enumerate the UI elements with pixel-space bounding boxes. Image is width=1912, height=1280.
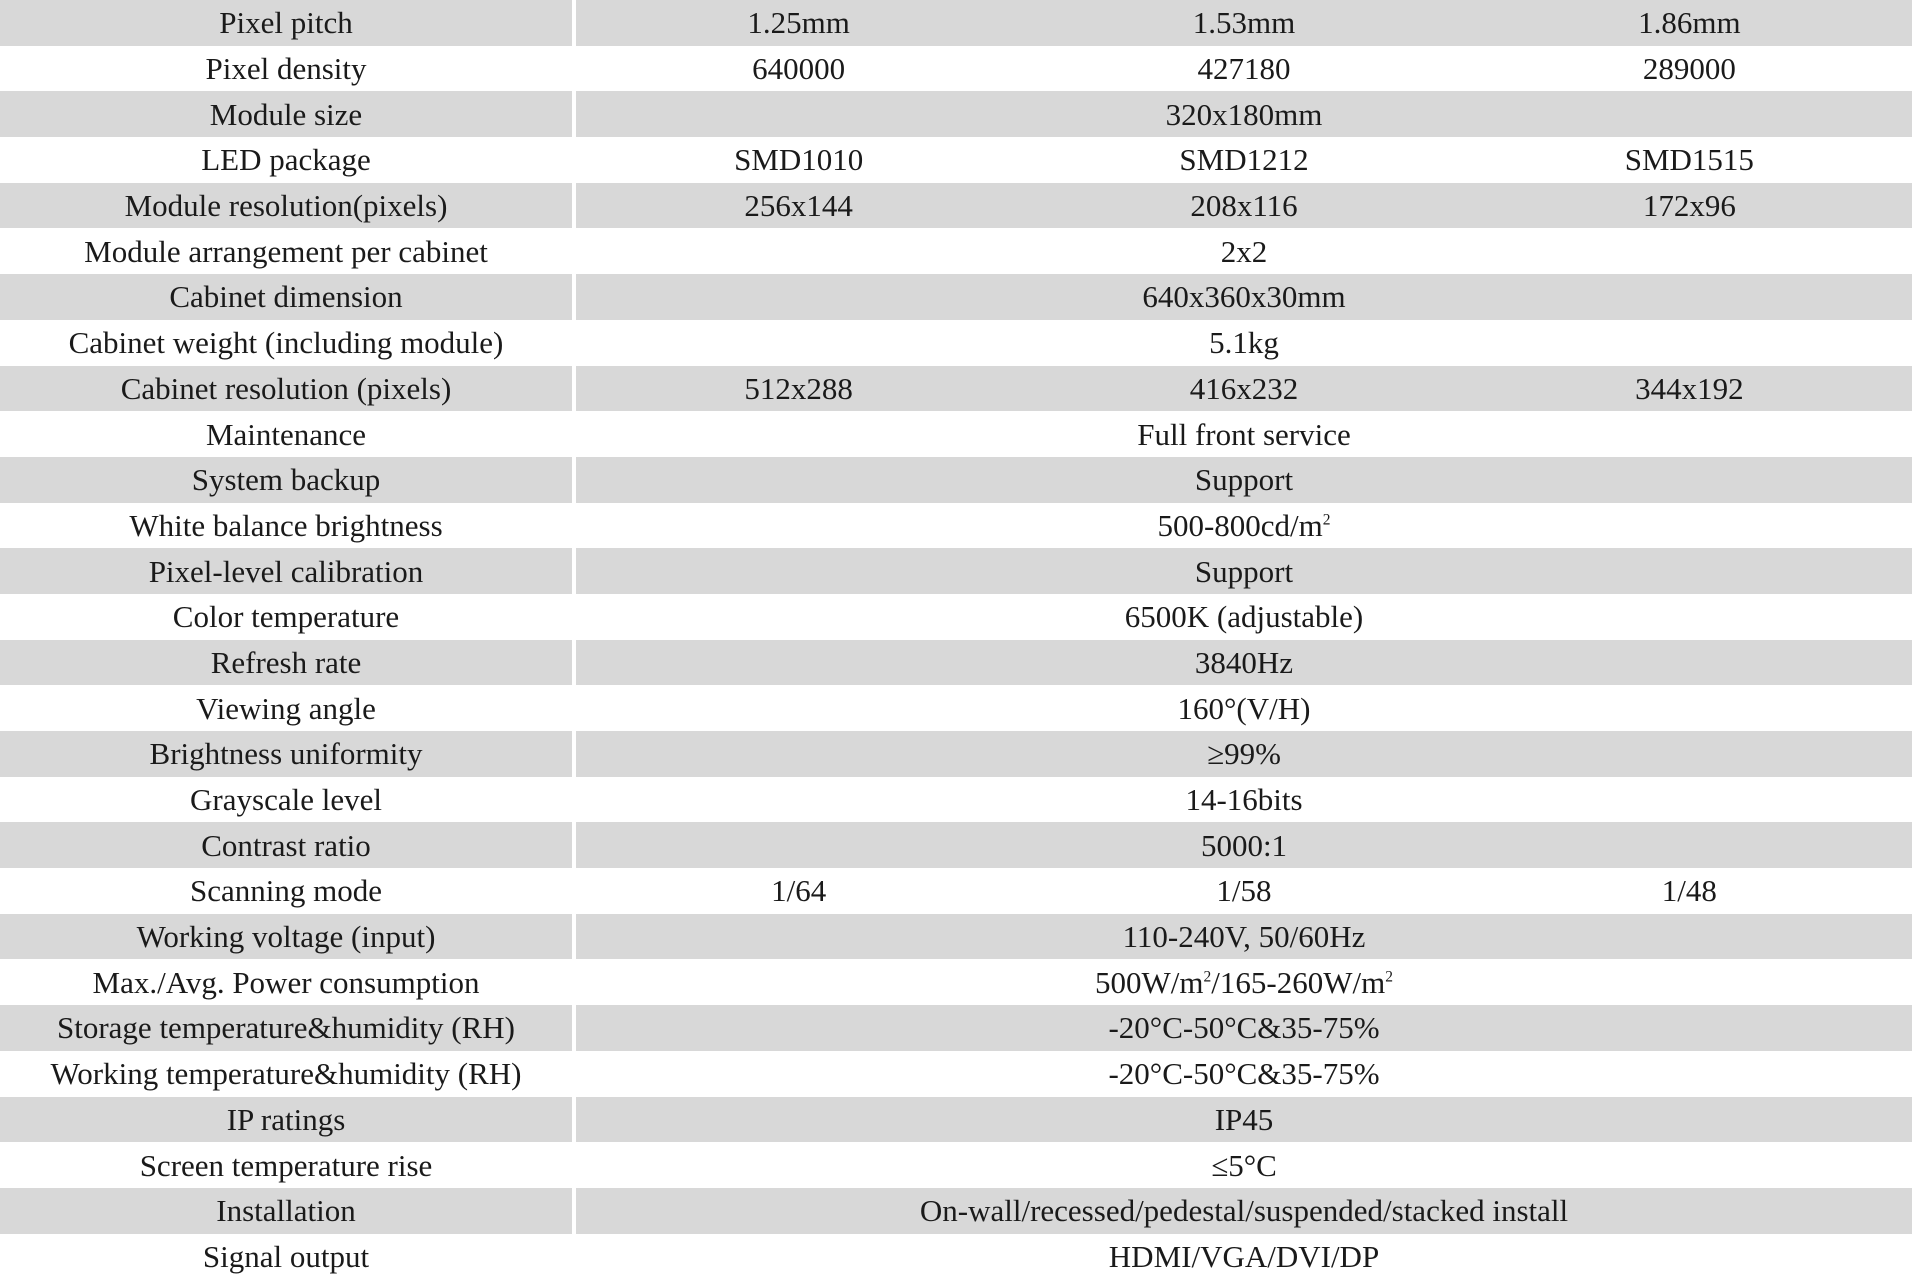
- row-value-2: 1/58: [1216, 873, 1272, 909]
- row-value-3: 344x192: [1467, 366, 1912, 412]
- row-value: 110-240V, 50/60Hz: [576, 914, 1912, 960]
- row-label: Module arrangement per cabinet: [0, 228, 576, 274]
- row-label: Module resolution(pixels): [0, 183, 576, 229]
- row-label: IP ratings: [0, 1097, 576, 1143]
- row-value-3: 1.86mm: [1467, 0, 1912, 46]
- row-label: Grayscale level: [0, 777, 576, 823]
- table-row: [0, 320, 1912, 366]
- row-value: Full front service: [1137, 416, 1351, 452]
- table-row: [0, 1005, 1912, 1051]
- row-label: Maintenance: [0, 411, 576, 457]
- row-label: Brightness uniformity: [0, 731, 576, 777]
- row-label: Cabinet resolution (pixels): [0, 366, 576, 412]
- row-label: Pixel density: [0, 46, 576, 92]
- row-value: 2x2: [1220, 233, 1268, 269]
- table-row: [0, 1142, 1912, 1188]
- row-value: ≤5°C: [1211, 1147, 1277, 1183]
- table-row: [0, 228, 1912, 274]
- row-label: Color temperature: [0, 594, 576, 640]
- row-label: Refresh rate: [0, 640, 576, 686]
- row-label: Cabinet dimension: [0, 274, 576, 320]
- row-label: Pixel-level calibration: [0, 548, 576, 594]
- row-label: Scanning mode: [0, 868, 576, 914]
- table-row: [0, 640, 1912, 686]
- row-label: Cabinet weight (including module): [0, 320, 576, 366]
- row-value: 5.1kg: [1209, 325, 1279, 361]
- row-value: 6500K (adjustable): [1124, 599, 1364, 635]
- table-row: [0, 137, 1912, 183]
- table-row: [0, 731, 1912, 777]
- row-value-1: 1.25mm: [576, 0, 1021, 46]
- row-label: System backup: [0, 457, 576, 503]
- table-row: [0, 777, 1912, 823]
- table-row: [0, 366, 1912, 412]
- row-value: 5000:1: [576, 822, 1912, 868]
- row-value: IP45: [576, 1097, 1912, 1143]
- row-label: Signal output: [0, 1234, 576, 1280]
- row-value: 3840Hz: [576, 640, 1912, 686]
- row-label: Viewing angle: [0, 685, 576, 731]
- row-value: -20°C-50°C&35-75%: [1108, 1056, 1380, 1092]
- table-row: [0, 822, 1912, 868]
- row-value: -20°C-50°C&35-75%: [576, 1005, 1912, 1051]
- row-value: 640x360x30mm: [576, 274, 1912, 320]
- row-label: Storage temperature&humidity (RH): [0, 1005, 576, 1051]
- row-value: ≥99%: [576, 731, 1912, 777]
- row-value-3: SMD1515: [1624, 142, 1754, 178]
- table-row: [0, 914, 1912, 960]
- row-label: LED package: [0, 137, 576, 183]
- row-value: 320x180mm: [576, 91, 1912, 137]
- row-value-2: 427180: [1197, 51, 1291, 87]
- row-value-2: 416x232: [1021, 366, 1466, 412]
- row-label: White balance brightness: [0, 503, 576, 549]
- row-label: Working voltage (input): [0, 914, 576, 960]
- row-value: $500W/m^2/165-260W/m^2$: [1095, 964, 1393, 1000]
- table-row: [0, 503, 1912, 549]
- table-row: [0, 1097, 1912, 1143]
- row-label: Installation: [0, 1188, 576, 1234]
- row-value-2: SMD1212: [1179, 142, 1309, 178]
- table-row: [0, 959, 1912, 1005]
- row-label: Module size: [0, 91, 576, 137]
- row-label: Max./Avg. Power consumption: [0, 959, 576, 1005]
- row-label: Contrast ratio: [0, 822, 576, 868]
- row-label: Screen temperature rise: [0, 1142, 576, 1188]
- row-value-3: 289000: [1642, 51, 1736, 87]
- row-value-2: 1.53mm: [1021, 0, 1466, 46]
- table-row: [0, 868, 1912, 914]
- row-value: On-wall/recessed/pedestal/suspended/stacked install: [576, 1188, 1912, 1234]
- table-row: [0, 91, 1912, 137]
- table-row: [0, 1188, 1912, 1234]
- table-row: [0, 1234, 1912, 1280]
- row-value: $500-800cd/m^2$: [1157, 507, 1331, 543]
- row-value: 14-16bits: [1185, 782, 1303, 818]
- table-row: [0, 274, 1912, 320]
- row-value: 160°(V/H): [1177, 690, 1311, 726]
- table-row: [0, 46, 1912, 92]
- row-label: Working temperature&humidity (RH): [0, 1051, 576, 1097]
- table-row: [0, 685, 1912, 731]
- table-row: [0, 594, 1912, 640]
- row-value-1: 256x144: [576, 183, 1021, 229]
- row-value-2: 208x116: [1021, 183, 1466, 229]
- row-value-1: 640000: [752, 51, 846, 87]
- row-value: Support: [576, 548, 1912, 594]
- table-row: [0, 457, 1912, 503]
- table-row: [0, 0, 1912, 46]
- table-row: [0, 411, 1912, 457]
- row-value-1: SMD1010: [734, 142, 864, 178]
- row-value-1: 1/64: [771, 873, 827, 909]
- table-row: [0, 548, 1912, 594]
- row-label: Pixel pitch: [0, 0, 576, 46]
- row-value-1: 512x288: [576, 366, 1021, 412]
- row-value: Support: [576, 457, 1912, 503]
- row-value-3: 1/48: [1661, 873, 1717, 909]
- table-row: [0, 183, 1912, 229]
- table-row: [0, 1051, 1912, 1097]
- row-value: HDMI/VGA/DVI/DP: [1108, 1238, 1380, 1274]
- row-value-3: 172x96: [1467, 183, 1912, 229]
